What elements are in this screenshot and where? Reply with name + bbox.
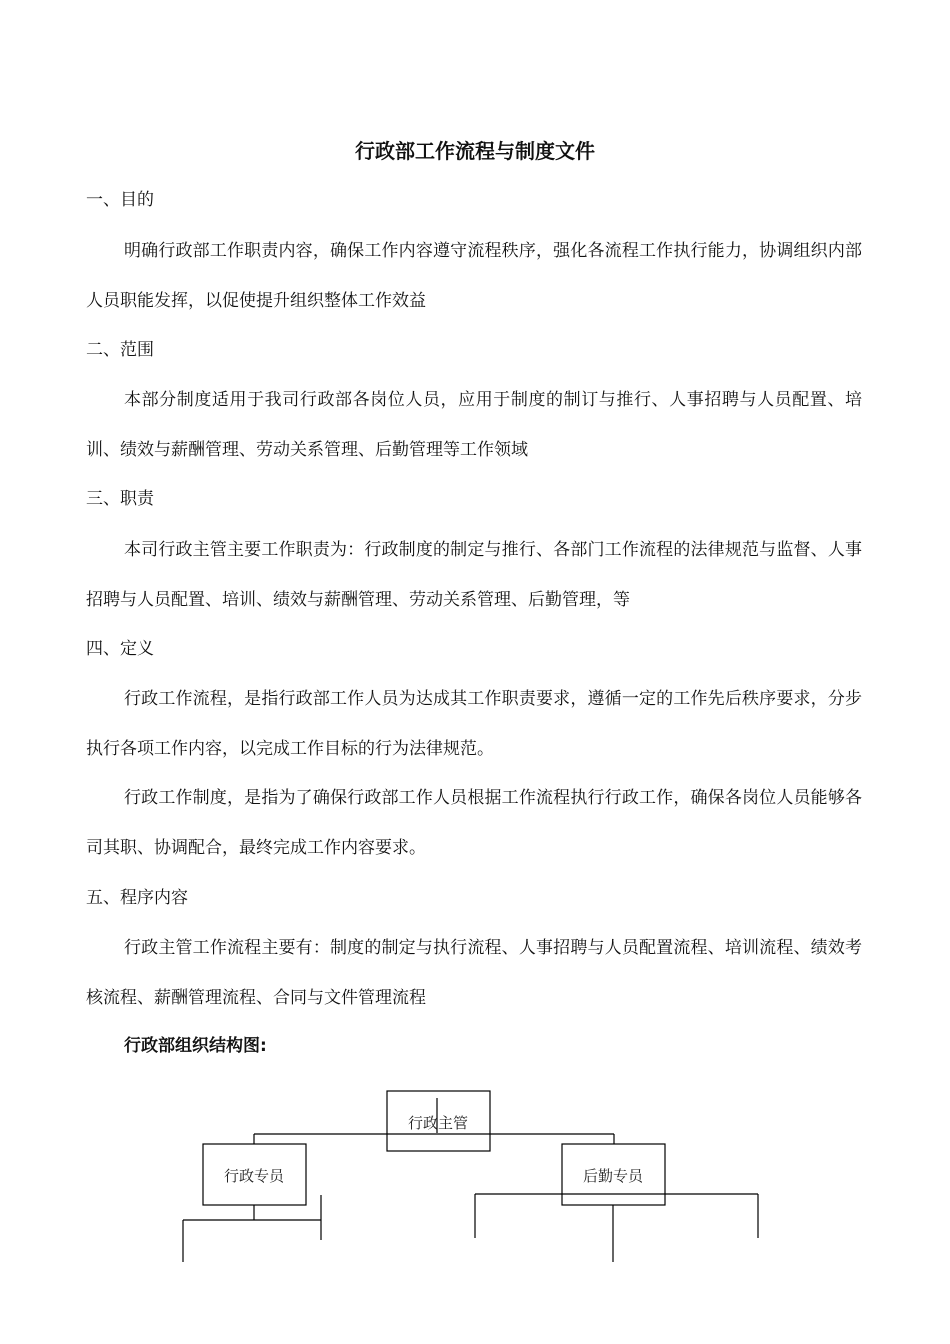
section-text-scope: 本部分制度适用于我司行政部各岗位人员，应用于制度的制订与推行、人事招聘与人员配置、培训、绩效与薪酬管理、劳动关系管理、后勤管理等工作领域	[86, 390, 862, 460]
section-text-definition-1: 行政工作流程，是指行政部工作人员为达成其工作职责要求，遵循一定的工作先后秩序要求，分步执行各项工作内容，以完成工作目标的行为法律规范。	[86, 689, 862, 759]
section-heading-purpose: 一、目的	[86, 190, 154, 210]
org-node-head-label: 行政主管	[407, 1114, 469, 1132]
section-text-procedure: 行政主管工作流程主要有：制度的制定与执行流程、人事招聘与人员配置流程、培训流程、绩效考核流程、薪酬管理流程、合同与文件管理流程	[86, 938, 862, 1008]
section-heading-scope: 二、范围	[86, 340, 154, 360]
section-heading-duties: 三、职责	[86, 489, 154, 509]
section-text-purpose: 明确行政部工作职责内容，确保工作内容遵守流程秩序，强化各流程工作执行能力，协调组织内部人员职能发挥，以促使提升组织整体工作效益	[86, 241, 862, 311]
org-chart-caption: 行政部组织结构图:	[124, 1036, 267, 1056]
org-node-logistics-label: 后勤专员	[582, 1167, 644, 1185]
document-title: 行政部工作流程与制度文件	[355, 139, 595, 163]
org-node-admin-label: 行政专员	[223, 1167, 285, 1185]
section-heading-procedure: 五、程序内容	[86, 888, 188, 908]
org-node-logistics-box	[562, 1144, 665, 1205]
section-text-definition-2: 行政工作制度，是指为了确保行政部工作人员根据工作流程执行行政工作，确保各岗位人员能够各司其职、协调配合，最终完成工作内容要求。	[86, 788, 862, 858]
section-heading-definition: 四、定义	[86, 639, 154, 659]
org-node-head-box	[387, 1091, 490, 1151]
org-node-admin-box	[203, 1144, 306, 1205]
section-text-duties: 本司行政主管主要工作职责为：行政制度的制定与推行、各部门工作流程的法律规范与监督、人事招聘与人员配置、培训、绩效与薪酬管理、劳动关系管理、后勤管理，等	[86, 540, 862, 610]
